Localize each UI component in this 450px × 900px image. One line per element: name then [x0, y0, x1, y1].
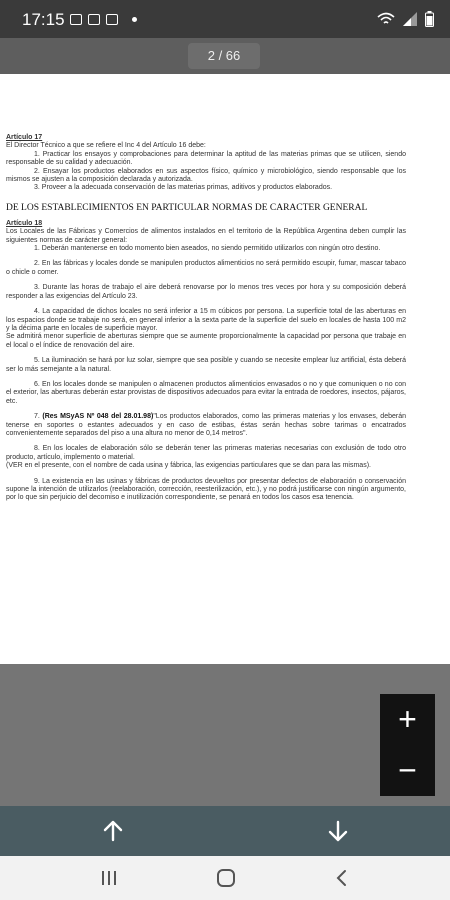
article-17-title: Artículo 17 [6, 134, 43, 141]
article-18-item: 4. La capacidad de dichos locales no será inferior a 15 m cúbicos por persona. La superficie total de las aberturas en los espacios donde se trabaje no será, en general inferior a la sexta parte de la superficie del suelo en locales de hasta 100 m2 y la décima parte en locales de superficie mayor. [6, 308, 406, 332]
image-icon [88, 14, 100, 25]
article-18-item: 9. La existencia en las usinas y fábricas de productos devueltos por presentar defectos de elaboración o conservación supone la intención de utilizarlos (reelaboración, corrección, reesterilización, etc.), y no podrá justificarse con ningún argumento, por lo que sin perjuicio del decomiso e inutilización correspondiente, se penará en todos los casos esa tenencia. [6, 477, 406, 502]
article-18-item: 8. En los locales de elaboración sólo se deberán tener las primeras materias necesarias con exclusión de todo otro producto, artículo, implemento o material. [6, 445, 406, 461]
page-indicator[interactable]: 2 / 66 [188, 43, 260, 69]
article-18-note: Se admitirá menor superficie de aberturas siempre que se aumente proporcionalmente la capacidad por persona que trabaje en el local o el índice de renovación del aire. [6, 333, 406, 349]
arrow-down-icon[interactable] [325, 818, 351, 844]
wifi-icon [377, 11, 395, 27]
image-icon [106, 14, 118, 25]
resolution-reference: (Res MSyAS Nº 048 del 28.01.98) [42, 413, 154, 421]
status-time: 17:15 [22, 10, 65, 29]
article-18-note: (VER en el presente, con el nombre de cada usina y fábrica, las exigencias particulares que se dan para las mismas). [6, 462, 371, 470]
zoom-out-button[interactable]: − [398, 752, 417, 788]
article-17-item: 1. Practicar los ensayos y comprobaciones para determinar la aptitud de las materias primas que se utilicen, siendo responsable de su calidad y adecuación. [6, 150, 406, 167]
item-number: 7. [34, 413, 40, 421]
image-icon [70, 14, 82, 25]
item-text: "Los productos elaborados, como las primeras materias y los envases, deberán tenerse en soportes o estantes adecuados y en caso de estibas, éstas serán hechas sobre tarimas o encatrados convenientemente separados del piso a una altura no menor de 0,14 metros". [6, 413, 406, 437]
article-18-item: 6. En los locales donde se manipulen o almacenen productos alimenticios envasados o no y que comuniquen o no con el exterior, las aberturas deberán estar provistas de dispositivos adecuados para evitar la entrada de roedores, insectos, pájaros, etc. [6, 380, 406, 405]
dot-icon [132, 17, 137, 22]
article-18-item: 5. La iluminación se hará por luz solar, siempre que sea posible y cuando se necesite emplear luz artificial, ésta deberá ser lo más semejante a la natural. [6, 357, 406, 373]
article-17-item: 3. Proveer a la adecuada conservación de las materias primas, aditivos y productos elaborados. [34, 184, 333, 192]
signal-icon [403, 12, 417, 26]
notification-icons [70, 14, 137, 25]
status-bar [0, 0, 450, 38]
article-17-item: 2. Ensayar los productos elaborados en sus aspectos físico, químico y microbiológico, siendo responsable que los mismos se ajusten a la composición declarada y autorizada. [6, 167, 406, 184]
document-text [6, 134, 406, 503]
zoom-controls [380, 694, 435, 796]
article-18-item: 1. Deberán mantenerse en todo momento bien aseados, no siendo permitido utilizarlos con ningún otro destino. [34, 245, 381, 253]
page-navigation-bar [0, 806, 450, 856]
arrow-up-icon[interactable] [100, 818, 126, 844]
article-17-intro: El Director Técnico a que se refiere el Inc 4 del Artículo 16 debe: [6, 142, 206, 150]
section-heading: DE LOS ESTABLECIMIENTOS EN PARTICULAR NORMAS DE CARACTER GENERAL [6, 202, 368, 213]
status-right-icons [377, 11, 434, 27]
zoom-in-button[interactable]: + [398, 701, 417, 737]
article-18-intro: Los Locales de las Fábricas y Comercios de alimentos instalados en el territorio de la República Argentina deben cumplir las siguientes normas de carácter general: [6, 228, 406, 244]
home-icon[interactable] [215, 868, 237, 888]
article-18-title: Artículo 18 [6, 219, 43, 227]
document-page[interactable] [0, 74, 450, 664]
viewer-toolbar [0, 38, 450, 74]
article-18-item-7 [6, 413, 406, 438]
article-18-item: 2. En las fábricas y locales donde se manipulen productos alimenticios no será permitido escupir, fumar, mascar tabaco o chicle o comer. [6, 260, 406, 276]
back-icon[interactable] [334, 868, 350, 888]
battery-icon [425, 11, 434, 27]
system-navigation-bar [0, 856, 450, 900]
recent-apps-icon[interactable] [99, 869, 119, 887]
article-18-item: 3. Durante las horas de trabajo el aire deberá renovarse por lo menos tres veces por hora y su composición deberá responder a las exigencias del Artículo 23. [6, 284, 406, 300]
